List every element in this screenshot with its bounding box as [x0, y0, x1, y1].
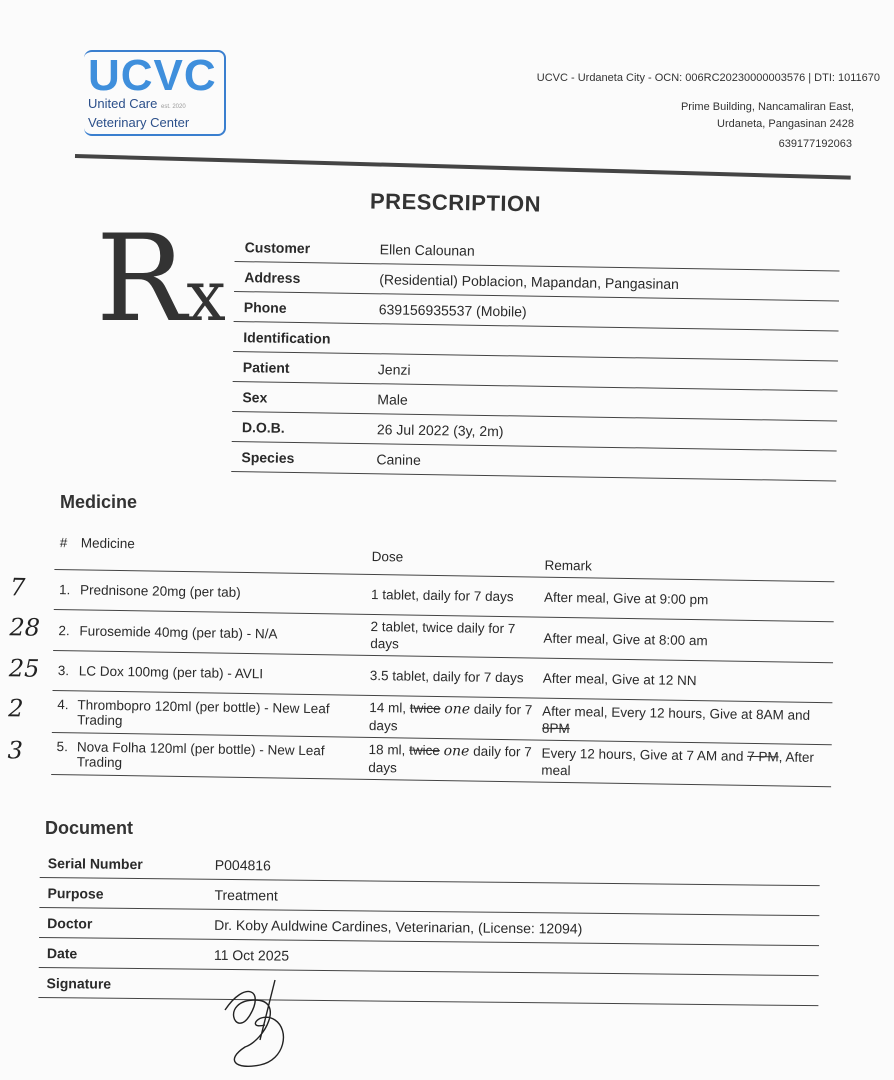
info-row-address: Address (Residential) Poblacion, Mapandan, Pangasinan [234, 262, 839, 301]
document-row-date: Date 11 Oct 2025 [39, 938, 819, 976]
client-info-table [231, 232, 840, 481]
handwritten-quantity: 3 [7, 736, 24, 765]
info-row-patient: Patient Jenzi [233, 352, 838, 391]
rx-symbol-icon: Rx [96, 210, 226, 349]
info-row-species: Species Canine [231, 442, 836, 481]
dose-cell: 14 ml, twice one daily for 7 days [368, 699, 533, 734]
remark-cell: After meal, Every 12 hours, Give at 8AM and 8PM [541, 703, 811, 736]
document-row-signature: Signature [38, 968, 818, 1006]
registration-info: UCVC - Urdaneta City - OCN: 006RC20230000003576 | DTI: 1011670 [536, 72, 880, 84]
signature-icon [205, 975, 305, 1075]
page-title: PRESCRIPTION [369, 188, 542, 217]
medicine-row: 7 1. Prednisone 20mg (per tab) 1 tablet, daily for 7 days After meal, Give at 9:00 pm [54, 570, 835, 622]
info-row-sex: Sex Male [232, 382, 837, 421]
dose-cell: 2 tablet, twice daily for 7 days [370, 618, 516, 652]
handwritten-quantity: 28 [9, 613, 41, 642]
address-line-1: Prime Building, Nancamaliran East, [680, 101, 854, 113]
remark-cell: After meal, Give at 12 NN [542, 670, 697, 689]
remark-cell: Every 12 hours, Give at 7 AM and 7 PM, After meal [541, 745, 815, 778]
info-row-phone: Phone 639156935537 (Mobile) [234, 292, 839, 331]
medicine-row: 3 5. Nova Folha 120ml (per bottle) - New Leaf Trading 18 ml, twice one daily for 7 days Every 12 hours, Give at 7 AM and 7 PM, After meal [51, 733, 832, 787]
info-row-dob: D.O.B. 26 Jul 2022 (3y, 2m) [232, 412, 837, 451]
document-heading: Document [45, 818, 134, 838]
header-divider [75, 154, 851, 180]
document-row-purpose: Purpose Treatment [39, 878, 819, 916]
dose-cell: 3.5 tablet, daily for 7 days [369, 667, 524, 686]
clinic-logo: UCVC United Care est. 2020 Veterinary Center [84, 50, 226, 136]
document-row-doctor: Doctor Dr. Koby Auldwine Cardines, Veterinarian, (License: 12094) [39, 908, 819, 946]
handwritten-correction: one [444, 701, 471, 718]
clinic-phone: 639177192063 [778, 138, 852, 150]
handwritten-quantity: 2 [8, 694, 24, 723]
address-line-2: Urdaneta, Pangasinan 2428 [717, 118, 854, 130]
medicine-table [7, 532, 835, 787]
handwritten-correction: one [443, 743, 470, 760]
handwritten-quantity: 25 [8, 654, 40, 683]
dose-cell: 1 tablet, daily for 7 days [370, 586, 514, 605]
remark-cell: After meal, Give at 9:00 pm [543, 589, 709, 608]
medicine-row: 28 2. Furosemide 40mg (per tab) - N/A 2 tablet, twice daily for 7 days After meal, Give at 8:00 am [53, 610, 834, 663]
medicine-row: 25 3. LC Dox 100mg (per tab) - AVLI 3.5 tablet, daily for 7 days After meal, Give at 12 NN [53, 651, 834, 703]
document-row-serialnumber: Serial Number P004816 [40, 848, 820, 886]
handwritten-quantity: 7 [9, 573, 26, 602]
dose-cell: 18 ml, twice one daily for 7 days [368, 741, 532, 776]
remark-cell: After meal, Give at 8:00 am [543, 630, 708, 648]
medicine-heading: Medicine [60, 492, 138, 512]
document-table [38, 848, 820, 1006]
medicine-header-row: # Medicine Dose Remark [54, 532, 835, 582]
medicine-row: 2 4. Thrombopro 120ml (per bottle) - New Leaf Trading 14 ml, twice one daily for 7 days After meal, Every 12 hours, Give at 8AM and 8PM [52, 691, 833, 745]
info-row-customer: Customer Ellen Calounan [235, 232, 840, 271]
info-row-identification: Identification [233, 322, 838, 361]
